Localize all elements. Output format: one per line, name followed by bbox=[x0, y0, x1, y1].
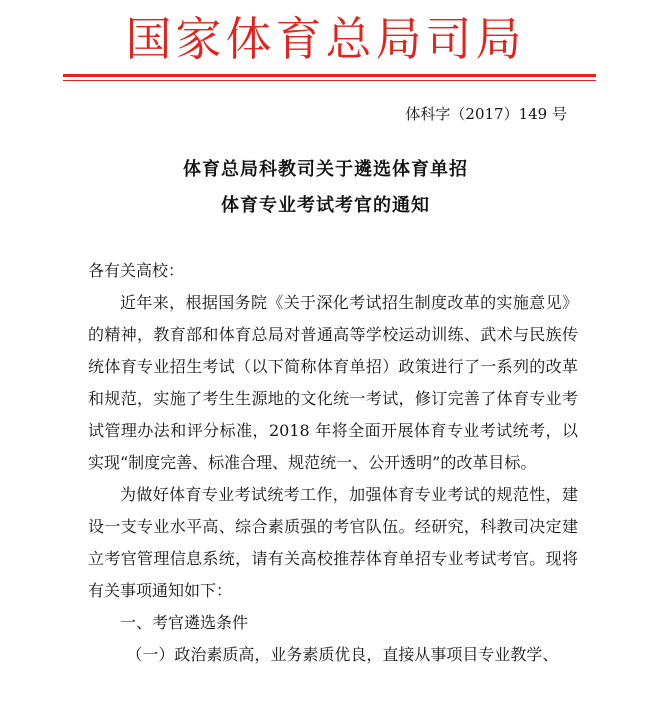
section-heading: 一、考官遴选条件 bbox=[120, 613, 249, 632]
letterhead-title: 国家体育总局司局 bbox=[125, 12, 526, 66]
letterhead-rule-thin bbox=[63, 80, 596, 81]
document-title-line-2: 体育专业考试考官的通知 bbox=[221, 195, 430, 216]
letterhead-rule-thick bbox=[63, 74, 596, 77]
section-item-1: （一）政治素质高，业务素质优良，直接从事项目专业教学、 bbox=[126, 645, 559, 664]
document-body bbox=[88, 255, 578, 671]
document-title-line-1: 体育总局科教司关于遴选体育单招 bbox=[183, 159, 468, 180]
paragraph-2: 为做好体育专业考试统考工作，加强体育专业考试的规范性，建设一支专业水平高、综合素质强的考官队伍。经研究，科教司决定建立考官管理信息系统，请有关高校推荐体育单招专业考试考官。现将有关事项通知如下： bbox=[88, 485, 578, 600]
document-number: 体科字（2017）149 号 bbox=[405, 105, 567, 123]
salutation: 各有关高校： bbox=[88, 261, 185, 280]
paragraph-1: 近年来，根据国务院《关于深化考试招生制度改革的实施意见》的精神，教育部和体育总局对普通高等学校运动训练、武术与民族传统体育专业招生考试（以下简称体育单招）政策进行了一系列的改革和规范，实施了考生生源地的文化统一考试，修订完善了体育专业考试管理办法和评分标准，2018 年将全面开展体育专业考试统考，以实现“制度完善、标准合理、规范统一、公开透明”的改革目标。 bbox=[88, 293, 578, 472]
